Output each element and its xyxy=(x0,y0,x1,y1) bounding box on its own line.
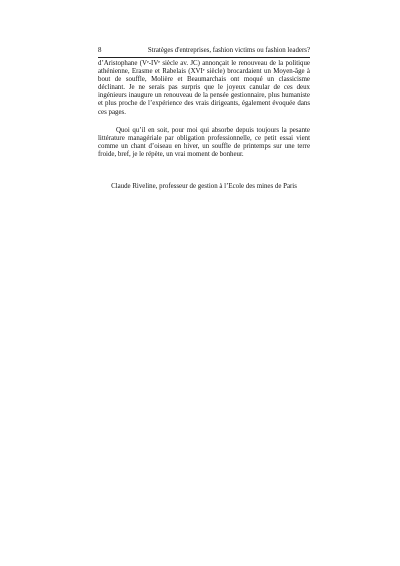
paragraph-2: Quoi qu’il en soit, pour moi qui absorbe depuis toujours la pesante littérature managériale par obligation professionnelle, ce petit essai vient comme un chant d’oiseau en hiver, un souffle de printemps sur une terre froide, bref, je le répète, un vrai moment de bonheur. xyxy=(98,126,310,158)
page-number: 8 xyxy=(98,47,102,54)
paragraph-1: d’Aristophane (Vᵉ-IVᵉ siècle av. JC) annonçait le renouveau de la politique athénienne, Erasme et Rabelais (XVIᵉ siècle) brocardaient un Moyen-âge à bout de souffle, Molière et Beaumarchais ont moqué un classicisme déclinant. Je ne serais pas surpris que le joyeux canular de ces deux ingénieurs inaugure un renouveau de la pensée gestionnaire, plus humaniste et plus proche de l’expérience des vrais dirigeants, également évoquée dans ces pages. xyxy=(98,60,310,116)
running-title: Stratèges d'entreprises, fashion victims ou fashion leaders? xyxy=(147,47,310,54)
author-signature: Claude Riveline, professeur de gestion à l’Ecole des mines de Paris xyxy=(111,183,297,190)
body-text xyxy=(98,60,310,159)
header-rule xyxy=(98,57,310,58)
